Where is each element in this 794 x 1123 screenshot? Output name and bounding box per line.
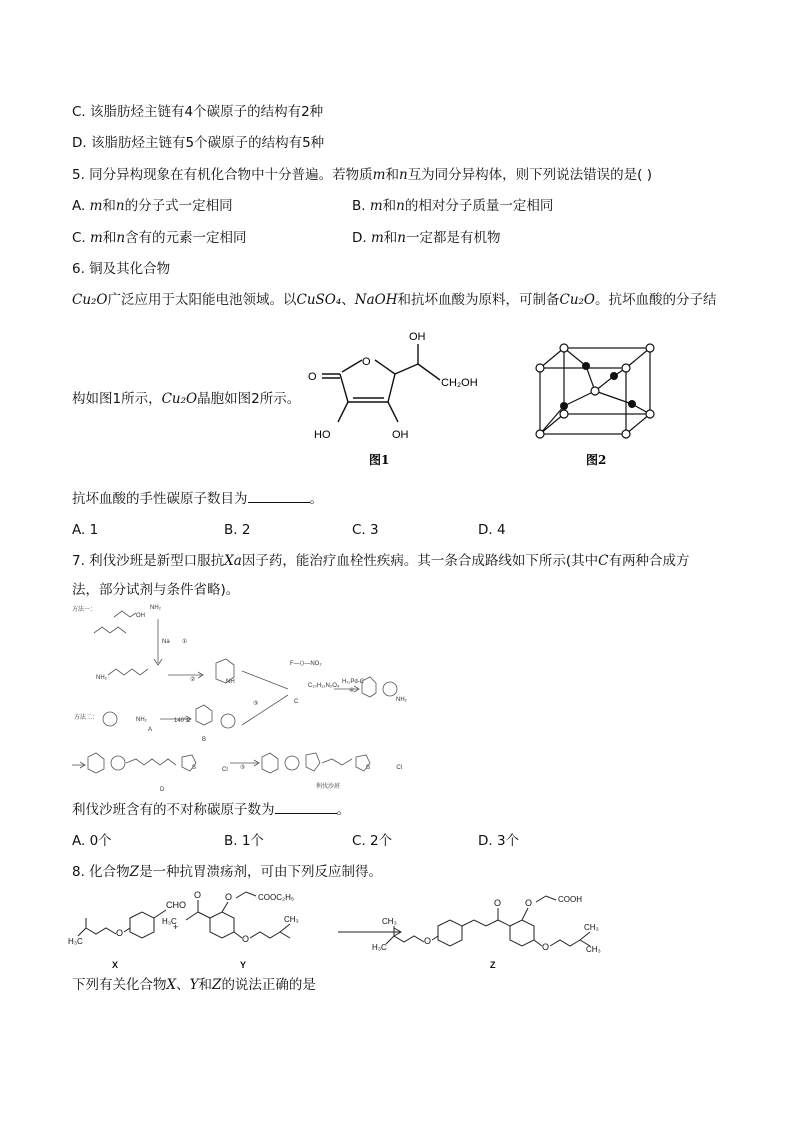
fig1-ring-oxygen: O: [362, 356, 371, 368]
formula-cu2o: Cu₂O: [72, 292, 108, 308]
q5-and: 和: [385, 167, 399, 183]
q5-option-b: B. m和n的相对分子质量一定相同: [352, 198, 554, 214]
svg-text:NH₂: NH₂: [396, 697, 407, 703]
svg-text:①: ①: [182, 639, 188, 645]
q7-option-a: A. 0个: [72, 833, 112, 849]
var-c: C: [598, 553, 609, 569]
var-n: n: [398, 167, 408, 183]
figure-2-cu2o-unit-cell: [528, 340, 668, 470]
q5-stem-text-a: 5. 同分异构现象在有机化合物中十分普遍。若物质: [72, 167, 373, 183]
q6-option-d: D. 4: [478, 522, 506, 538]
svg-text:COOC₂H₅: COOC₂H₅: [258, 893, 295, 902]
q6-option-c: C. 3: [352, 522, 379, 538]
var-z: Z: [129, 864, 140, 880]
svg-text:COOH: COOH: [558, 895, 582, 904]
svg-text:+: +: [173, 922, 179, 932]
q8-stem: 8. 化合物Z是一种抗胃溃疡剂，可由下列反应制得。: [72, 864, 383, 880]
svg-text:NH: NH: [226, 679, 235, 685]
svg-text:B: B: [202, 737, 207, 743]
q5-option-c: C. m和n含有的元素一定相同: [72, 230, 247, 246]
svg-text:O: O: [194, 890, 202, 900]
q8-question: 下列有关化合物X、Y和Z的说法正确的是: [72, 977, 316, 993]
var-m: m: [372, 167, 386, 183]
q7-stem-line2: 法，部分试剂与条件省略)。: [72, 582, 240, 598]
svg-text:H₃C: H₃C: [162, 917, 177, 926]
q6-title: 6. 铜及其化合物: [72, 261, 171, 277]
svg-text:S: S: [192, 765, 197, 771]
svg-text:140℃: 140℃: [174, 718, 191, 724]
svg-text:H₃C: H₃C: [372, 943, 387, 952]
svg-text:O: O: [494, 898, 502, 908]
q6-option-a: A. 1: [72, 522, 99, 538]
fig1-hydroxyl-right: OH: [392, 429, 409, 441]
formula-cuso4: CuSO₄: [296, 292, 342, 308]
svg-text:方法一：: 方法一：: [72, 607, 97, 613]
svg-text:CH₃: CH₃: [584, 923, 599, 932]
svg-text:⑤: ⑤: [240, 765, 246, 771]
svg-text:Na: Na: [162, 639, 170, 645]
svg-text:S: S: [366, 765, 371, 771]
svg-text:②: ②: [190, 677, 196, 683]
q7-option-d: D. 3个: [478, 833, 520, 849]
svg-text:OH: OH: [136, 613, 145, 619]
svg-text:H₃C: H₃C: [68, 937, 83, 946]
svg-text:利伐沙班: 利伐沙班: [316, 784, 341, 790]
answer-blank: [275, 801, 337, 814]
svg-text:F—⟨⟩—NO₂: F—⟨⟩—NO₂: [290, 661, 322, 667]
svg-text:H₂,Pd-C: H₂,Pd-C: [342, 679, 364, 685]
svg-text:C: C: [294, 699, 299, 705]
var-y: Y: [189, 977, 199, 993]
svg-text:O: O: [116, 928, 124, 938]
svg-text:③: ③: [253, 701, 259, 707]
figure-1-ascorbic-acid: [300, 322, 500, 472]
svg-text:NH₂: NH₂: [150, 605, 161, 611]
svg-text:O: O: [424, 936, 432, 946]
q6-intro: Cu₂O广泛应用于太阳能电池领域。以CuSO₄、NaOH和抗坏血酸为原料，可制备Cu₂O。抗坏血酸的分子结: [72, 292, 717, 308]
q7-synthesis-scheme: [70, 603, 410, 793]
svg-text:CHO: CHO: [166, 900, 186, 910]
figure-1-caption: 图1: [369, 453, 390, 467]
svg-text:A: A: [148, 727, 153, 733]
svg-text:CH₃: CH₃: [586, 945, 601, 954]
q5-stem-text-b: 互为同分异构体，则下列说法错误的是( ): [407, 167, 653, 183]
fig1-ch2oh: CH₂OH: [441, 377, 478, 389]
var-x: X: [166, 977, 177, 993]
q4-option-d: D. 该脂肪烃主链有5个碳原子的结构有5种: [72, 135, 325, 151]
svg-text:O: O: [242, 934, 250, 944]
figure-2-caption: 图2: [586, 453, 607, 467]
fig1-hydroxyl-top: OH: [409, 331, 426, 343]
svg-text:D: D: [160, 787, 165, 793]
q6-option-b: B. 2: [224, 522, 251, 538]
svg-text:CH₃: CH₃: [284, 915, 299, 924]
svg-text:C₁₀H₁₂N₂O₄: C₁₀H₁₂N₂O₄: [308, 683, 340, 689]
q7-question: 利伐沙班含有的不对称碳原子数为 。: [72, 802, 350, 818]
q5-option-a: A. m和n的分子式一定相同: [72, 198, 233, 214]
q7-stem-line1: 7. 利伐沙班是新型口服抗Xa因子药，能治疗血栓性疾病。其一条合成路线如下所示(其中C有两种合成方: [72, 553, 690, 569]
q5-stem: [72, 166, 652, 184]
svg-text:方法二：: 方法二：: [74, 715, 99, 721]
q7-option-c: C. 2个: [352, 833, 393, 849]
svg-text:Y: Y: [240, 960, 247, 970]
svg-text:Z: Z: [490, 960, 496, 970]
q6-figure-ref: 构如图1所示，Cu₂O晶胞如图2所示。: [72, 391, 301, 407]
q7-option-b: B. 1个: [224, 833, 264, 849]
q8-reaction-scheme: [70, 888, 630, 972]
svg-text:X: X: [112, 960, 119, 970]
svg-text:④: ④: [349, 688, 355, 694]
fig1-hydroxyl-left: HO: [314, 429, 331, 441]
svg-text:O: O: [542, 942, 550, 952]
svg-text:Cl: Cl: [396, 765, 402, 771]
svg-text:O: O: [525, 898, 533, 908]
q6-question: 抗坏血酸的手性碳原子数目为 。: [72, 491, 323, 507]
svg-text:NH₂: NH₂: [96, 675, 107, 681]
svg-text:O: O: [225, 892, 233, 902]
svg-text:Cl: Cl: [222, 767, 228, 773]
q4-option-c: C. 该脂肪烃主链有4个碳原子的结构有2种: [72, 104, 324, 120]
q5-option-d: D. m和n一定都是有机物: [352, 230, 501, 246]
answer-blank: [248, 490, 310, 503]
svg-text:CH₃: CH₃: [382, 917, 397, 926]
var-xa: Xa: [224, 553, 242, 569]
fig1-keto-oxygen: O: [308, 371, 317, 383]
svg-text:NH₂: NH₂: [136, 717, 147, 723]
formula-naoh: NaOH: [354, 292, 398, 308]
